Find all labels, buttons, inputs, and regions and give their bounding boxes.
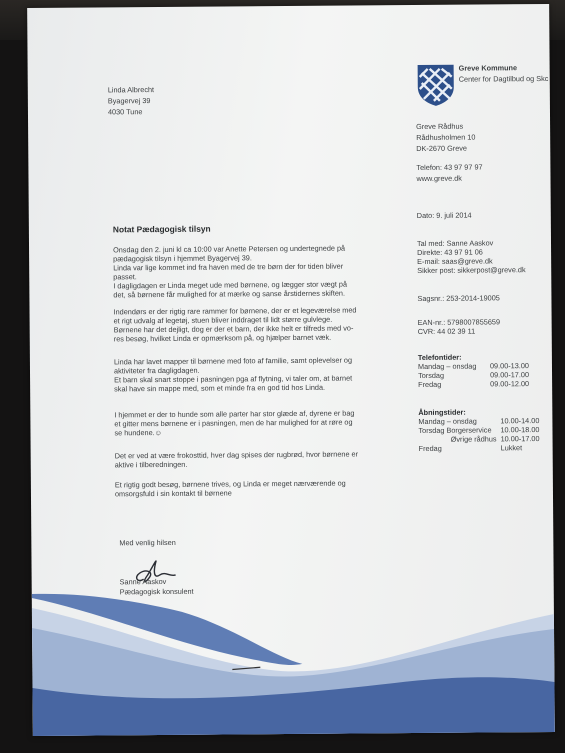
phone-hours-time: 09.00-13.00: [489, 361, 529, 371]
signer-name: Sanne Aaskov: [119, 576, 167, 587]
recipient-street: Byagervej 39: [107, 96, 151, 106]
opening-hours-time: Lukket: [500, 443, 523, 453]
opening-hours-day: Øvrige rådhus: [450, 434, 497, 444]
opening-hours-time: 10.00-14.00: [500, 416, 540, 426]
opening-hours-day: Mandag – onsdag: [418, 416, 477, 427]
letter-date: Dato: 9. juli 2014: [416, 210, 472, 221]
body-paragraph-4: I hjemmet er der to hunde som alle parter har stor glæde af, dyrene er bag et gitter mens børnene er i pasningen, men de har mulighed for at røre og se hundene.☺: [114, 408, 355, 438]
sender-dept: Center for Dagtilbud og Skc: [458, 73, 549, 84]
contact-email: E-mail: saas@greve.dk: [417, 256, 493, 267]
document-title: Notat Pædagogisk tilsyn: [112, 223, 211, 235]
letter-page: [27, 4, 555, 736]
body-paragraph-6: Et rigtig godt besøg, børnene trives, og Linda er meget nærværende og omsorgsfuld i sin kontakt til børnene: [114, 478, 346, 499]
address-building: Greve Rådhus: [416, 121, 464, 132]
opening-hours-time: 10.00-18.00: [500, 425, 540, 435]
case-number: Sagsnr.: 253-2014-19005: [417, 293, 500, 304]
phone-hours-title: Telefontider:: [417, 352, 462, 363]
phone-hours-time: 09.00-17.00: [490, 370, 530, 380]
body-paragraph-2: Indendørs er der rigtig rare rammer for børnene, der er et legeværelse med et rigt udvalg af legetøj, stuen bliver inddraget til lidt større gulvlege. Børnene har det dejligt, dog er der et barn, der ikke helt er tilfreds med vo- res besøg, hvilket Linda er opmærksom på, og hjælper barnet væk.: [113, 305, 357, 344]
phone-hours-time: 09.00-12.00: [490, 379, 530, 389]
opening-hours-day: Torsdag Borgerservice: [418, 425, 492, 436]
contact-direkte: Direkte: 43 97 91 06: [417, 247, 483, 258]
opening-hours-row: [419, 443, 523, 453]
decorative-wave-footer: [32, 564, 555, 736]
sender-org: Greve Kommune: [458, 63, 518, 73]
opening-hours-time: 10.00-17.00: [500, 434, 540, 444]
body-paragraph-5: Det er ved at være frokosttid, hver dag spises der rugbrød, hvor børnene er aktive i tilberedningen.: [114, 449, 359, 470]
phone-hours-row: [418, 379, 529, 389]
contact-talmed: Tal med: Sanne Aaskov: [416, 238, 494, 249]
opening-hours-day: Fredag: [418, 443, 442, 453]
address-city: DK-2670 Greve: [416, 143, 468, 154]
address-street: Rådhusholmen 10: [416, 132, 476, 143]
phone-hours-day: Mandag – onsdag: [417, 361, 477, 372]
greve-kommune-logo: [416, 63, 456, 107]
body-paragraph-3: Linda har lavet mapper til børnene med foto af familie, samt oplevelser og aktiviteter fra dagligdagen. Et barn skal snart stoppe i pasningen pga af flytning, vi taler om, at barnet skal have sin mappe med, som et minde fra en god tid hos Linda.: [113, 355, 353, 394]
cvr-number: CVR: 44 02 39 11: [417, 326, 476, 337]
phone-hours-day: Fredag: [418, 379, 442, 390]
contact-web: www.greve.dk: [416, 173, 462, 184]
ean-number: EAN-nr.: 5798007855659: [417, 317, 501, 328]
closing-greeting: Med venlig hilsen: [119, 537, 176, 548]
signer-role: Pædagogisk konsulent: [119, 586, 194, 597]
recipient-city: 4030 Tune: [107, 107, 143, 117]
recipient-name: Linda Albrecht: [107, 85, 155, 95]
contact-phone: Telefon: 43 97 97 97: [416, 162, 483, 173]
phone-hours-day: Torsdag: [418, 370, 445, 381]
body-paragraph-1: Onsdag den 2. juni kl ca 10:00 var Anette Petersen og undertegnede på pædagogisk tilsyn i hjemmet Byagervej 39. Linda var lige kommet ind fra haven med de tre børn der for tiden bliver passet. I dagligdagen er Linda meget ude med børnene, og lægger stor vægt på det, så børnene får mulighed for at mærke og sanse årstidernes skiften.: [113, 243, 348, 300]
contact-sikker: Sikker post: sikkerpost@greve.dk: [417, 265, 526, 276]
opening-hours-title: Åbningstider:: [418, 407, 466, 418]
